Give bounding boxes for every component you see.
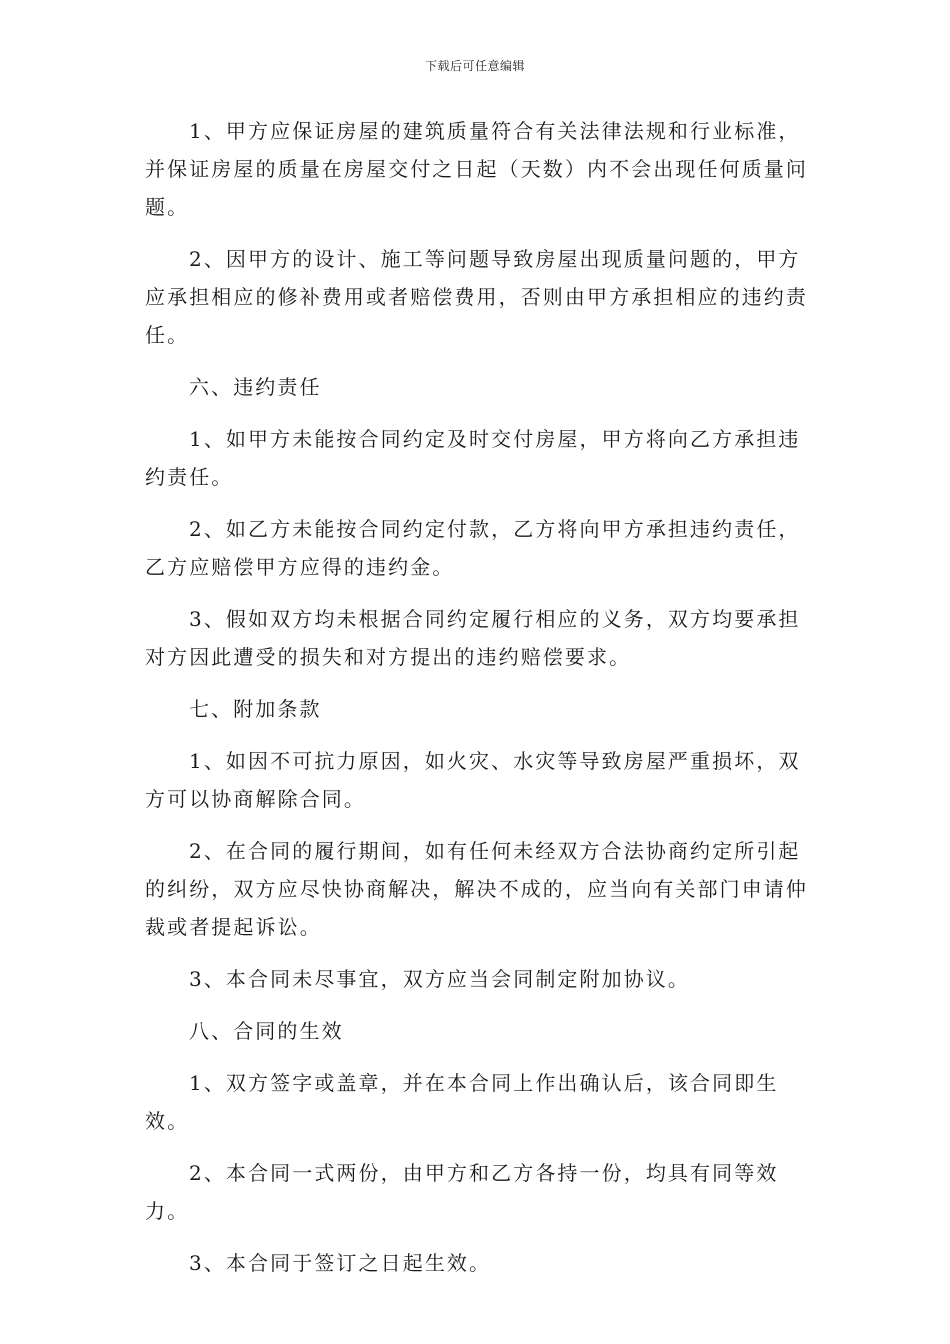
document-body [145,112,810,1296]
clause-signature-effect: 1、双方签字或盖章，并在本合同上作出确认后，该合同即生效。 [145,1071,779,1133]
page-header: 下载后可任意编辑 [424,59,525,73]
clause-breach-party-a: 1、如甲方未能按合同约定及时交付房屋，甲方将向乙方承担违约责任。 [145,427,801,489]
clause-copies: 2、本合同一式两份，由甲方和乙方各持一份，均具有同等效力。 [145,1161,779,1223]
clause-quality-liability: 2、因甲方的设计、施工等问题导致房屋出现质量问题的，甲方应承担相应的修补费用或者赔偿费用，否则由甲方承担相应的违约责任。 [145,247,808,347]
clause-breach-both: 3、假如双方均未根据合同约定履行相应的义务，双方均要承担对方因此遭受的损失和对方提出的违约赔偿要求。 [145,607,801,669]
clause-force-majeure: 1、如因不可抗力原因，如火灾、水灾等导致房屋严重损坏，双方可以协商解除合同。 [145,749,801,811]
clause-dispute-resolution: 2、在合同的履行期间，如有任何未经双方合法协商约定所引起的纠纷，双方应尽快协商解决，解决不成的，应当向有关部门申请仲裁或者提起诉讼。 [145,839,808,939]
clause-effective-date: 3、本合同于签订之日起生效。 [189,1251,492,1275]
section-heading-effectiveness: 八、合同的生效 [189,1019,344,1043]
clause-breach-party-b: 2、如乙方未能按合同约定付款，乙方将向甲方承担违约责任，乙方应赔偿甲方应得的违约金。 [145,517,801,579]
section-heading-additional-terms: 七、附加条款 [189,697,322,721]
section-heading-breach: 六、违约责任 [189,375,322,399]
clause-quality-guarantee: 1、甲方应保证房屋的建筑质量符合有关法律法规和行业标准，并保证房屋的质量在房屋交付之日起（天数）内不会出现任何质量问题。 [145,119,808,219]
clause-supplementary-agreement: 3、本合同未尽事宜，双方应当会同制定附加协议。 [189,967,691,991]
